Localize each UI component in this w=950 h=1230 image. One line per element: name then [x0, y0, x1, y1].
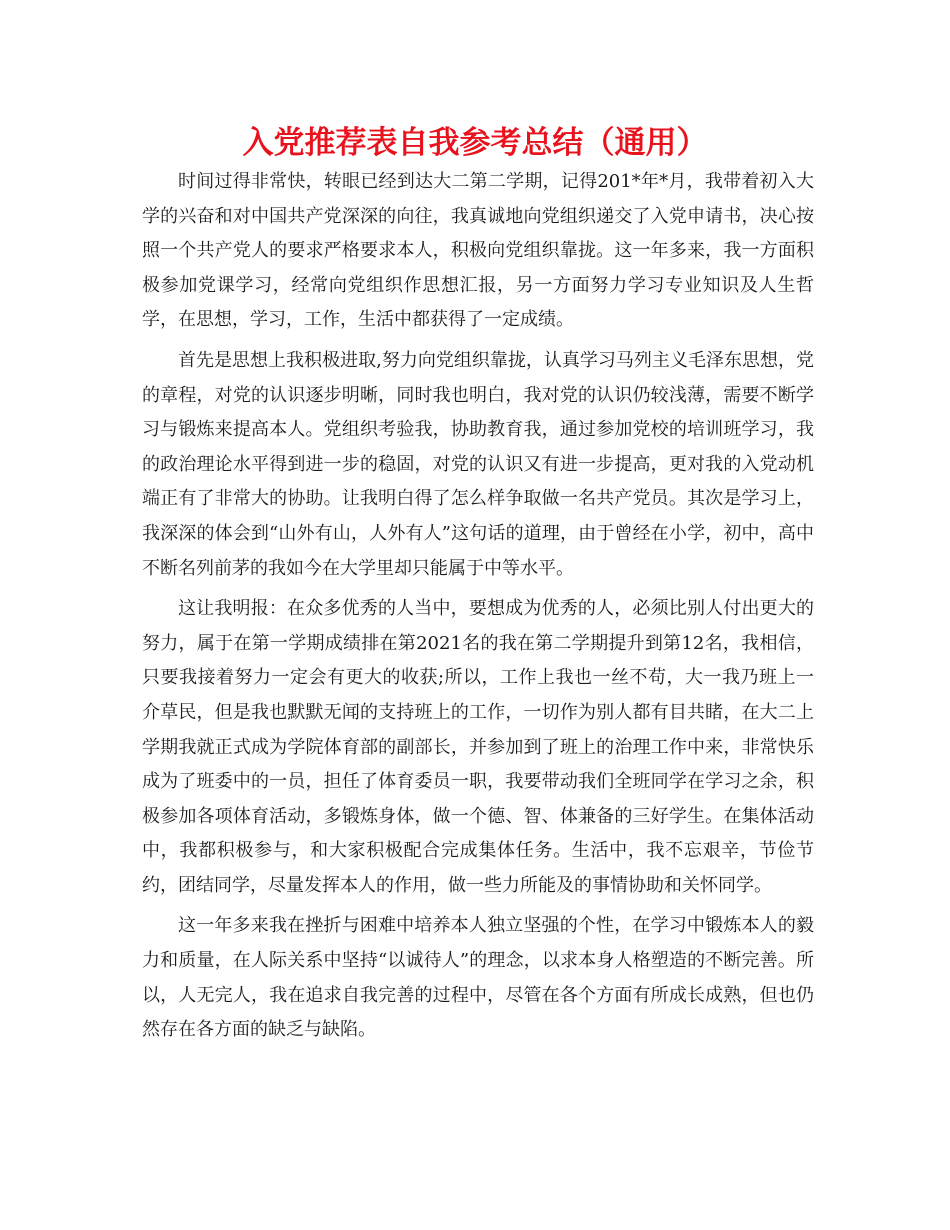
- paragraph-3: 这让我明报：在众多优秀的人当中，要想成为优秀的人，必须比别人付出更大的努力，属于在第一学期成绩排在第2021名的我在第二学期提升到第12名，我相信，只要我接着努力一定会有更大的收获;所以，工作上我也一丝不苟，大一我乃班上一介草民，但是我也默默无闻的支持班上的工作，一切作为别人都有目共睹，在大二上学期我就正式成为学院体育部的副部长，并参加到了班上的治理工作中来，非常快乐成为了班委中的一员，担任了体育委员一职，我要带动我们全班同学在学习之余，积极参加各项体育活动，多锻炼身体，做一个德、智、体兼备的三好学生。在集体活动中，我都积极参与，和大家积极配合完成集体任务。生活中，我不忘艰辛，节俭节约，团结同学，尽量发挥本人的作用，做一些力所能及的事情协助和关怀同学。: [142, 598, 814, 896]
- paragraph-2: 首先是思想上我积极进取,努力向党组织靠拢，认真学习马列主义毛泽东思想，党的章程，对党的认识逐步明晰，同时我也明白，我对党的认识仍较浅薄，需要不断学习与锻炼来提高本人。党组织考验我，协助教育我，通过参加党校的培训班学习，我的政治理论水平得到进一步的稳固，对党的认识又有进一步提高，更对我的入党动机端正有了非常大的协助。让我明白得了怎么样争取做一名共产党员。其次是学习上，我深深的体会到“山外有山，人外有人”这句话的道理，由于曾经在小学，初中，高中不断名列前茅的我如今在大学里却只能属于中等水平。: [142, 349, 814, 579]
- paragraph-4: 这一年多来我在挫折与困难中培养本人独立坚强的个性，在学习中锻炼本人的毅力和质量，在人际关系中坚持“以诚待人”的理念，以求本身人格塑造的不断完善。所以，人无完人，我在追求自我完善的过程中，尽管在各个方面有所成长成熟，但也仍然存在各方面的缺乏与缺陷。: [142, 915, 814, 1041]
- document-body: [142, 165, 814, 1054]
- paragraph-1: 时间过得非常快，转眼已经到达大二第二学期，记得201*年*月，我带着初入大学的兴奋和对中国共产党深深的向往，我真诚地向党组织递交了入党申请书，决心按照一个共产党人的要求严格要求本人，积极向党组织靠拢。这一年多来，我一方面积极参加党课学习，经常向党组织作思想汇报，另一方面努力学习专业知识及人生哲学，在思想，学习，工作，生活中都获得了一定成绩。: [142, 171, 814, 331]
- document-title: 入党推荐表自我参考总结（通用）: [242, 125, 708, 161]
